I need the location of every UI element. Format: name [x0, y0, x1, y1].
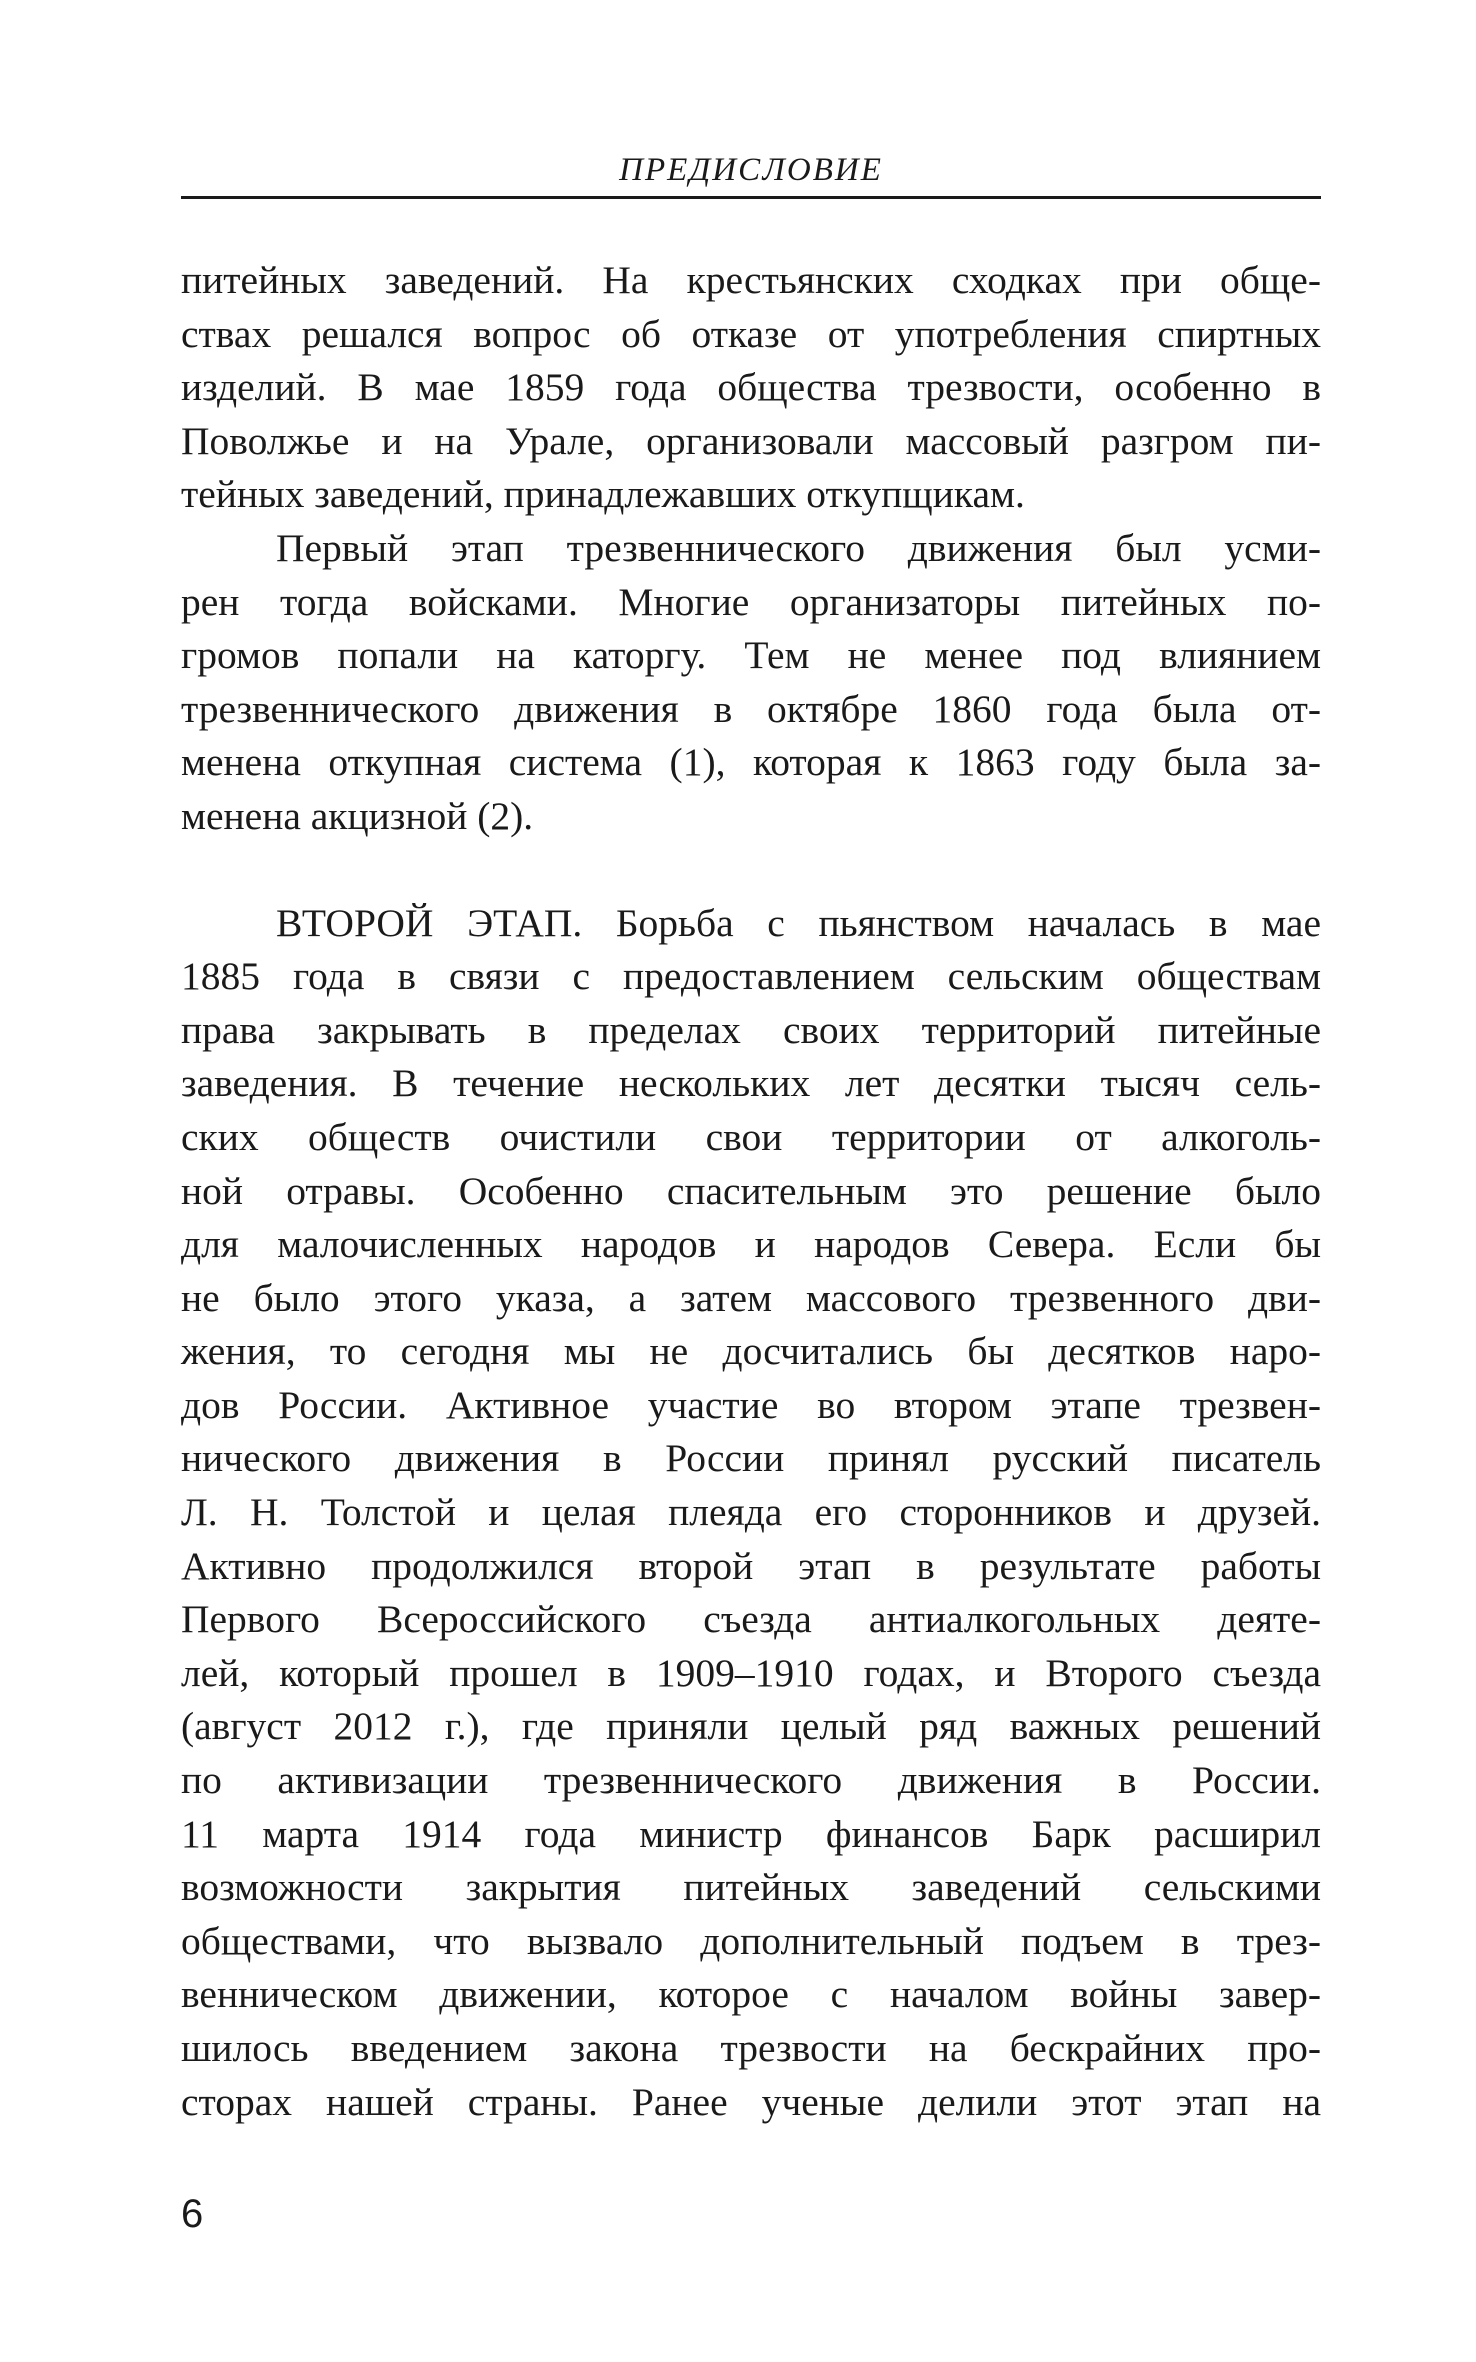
text-line: ских обществ очистили свои территории от алкоголь-	[181, 1114, 1321, 1159]
header-rule	[181, 196, 1321, 199]
text-line: Активно продолжился второй этап в результате работы	[181, 1543, 1322, 1588]
text-line: заведения. В течение нескольких лет десятки тысяч сель-	[181, 1061, 1322, 1106]
text-line: для малочисленных народов и народов Севера. Если бы	[181, 1222, 1321, 1267]
text-line: 1885 года в связи с предоставлением сельским обществам	[181, 954, 1321, 999]
text-line: тейных заведений, принадлежавших откупщикам.	[181, 472, 1025, 517]
text-line: рен тогда войсками. Многие организаторы питейных по-	[181, 579, 1322, 624]
text-line: права закрывать в пределах своих территорий питейные	[181, 1007, 1321, 1052]
text-line: ной отравы. Особенно спасительным это решение было	[181, 1168, 1321, 1213]
paragraph-1	[181, 254, 1321, 522]
text-line: (август 2012 г.), где приняли целый ряд важных решений	[181, 1704, 1321, 1749]
text-line: венническом движении, которое с началом войны завер-	[181, 1972, 1322, 2017]
text-line: сторах нашей страны. Ранее ученые делили этот этап на	[181, 2079, 1321, 2124]
page-number: 6	[181, 2192, 204, 2236]
text-line: изделий. В мае 1859 года общества трезвости, особенно в	[181, 365, 1322, 410]
text-line: не было этого указа, а затем массового трезвенного дви-	[181, 1275, 1322, 1320]
text-line: менена откупная система (1), которая к 1863 году была за-	[181, 740, 1322, 785]
text-line: обществами, что вызвало дополнительный подъем в трез-	[181, 1918, 1321, 1963]
text-line: дов России. Активное участие во втором этапе трезвен-	[181, 1382, 1321, 1427]
text-line: менена акцизной (2).	[181, 793, 534, 838]
text-line: возможности закрытия питейных заведений сельскими	[181, 1865, 1321, 1910]
running-header: ПРЕДИСЛОВИЕ	[619, 152, 883, 188]
text-line: Первый этап трезвеннического движения был усми-	[276, 525, 1322, 570]
paragraph-2	[181, 522, 1321, 844]
text-line: лей, который прошел в 1909–1910 годах, и Второго съезда	[181, 1650, 1321, 1695]
text-line: питейных заведений. На крестьянских сходках при обще-	[181, 258, 1321, 302]
text-line: жения, то сегодня мы не досчитались бы десятков наро-	[181, 1329, 1322, 1374]
text-line: 11 марта 1914 года министр финансов Барк расширил	[181, 1811, 1322, 1856]
text-line: нического движения в России принял русский писатель	[181, 1436, 1322, 1481]
text-line: по активизации трезвеннического движения в России.	[181, 1758, 1321, 1803]
text-line: ВТОРОЙ ЭТАП. Борьба с пьянством началась в мае	[276, 900, 1321, 945]
text-line: Поволжье и на Урале, организовали массовый разгром пи-	[181, 418, 1321, 463]
text-line: Первого Всероссийского съезда антиалкогольных деяте-	[181, 1597, 1321, 1642]
paragraph-3	[181, 897, 1321, 2130]
text-line: трезвеннического движения в октябре 1860 года была от-	[181, 686, 1321, 731]
text-line: Л. Н. Толстой и целая плеяда его сторонников и друзей.	[181, 1490, 1321, 1535]
text-line: ствах решался вопрос об отказе от употребления спиртных	[181, 311, 1321, 356]
text-line: шилось введением закона трезвости на бескрайних про-	[181, 2026, 1321, 2070]
text-line: громов попали на каторгу. Тем не менее под влиянием	[181, 633, 1322, 678]
body-text	[181, 254, 1321, 2129]
